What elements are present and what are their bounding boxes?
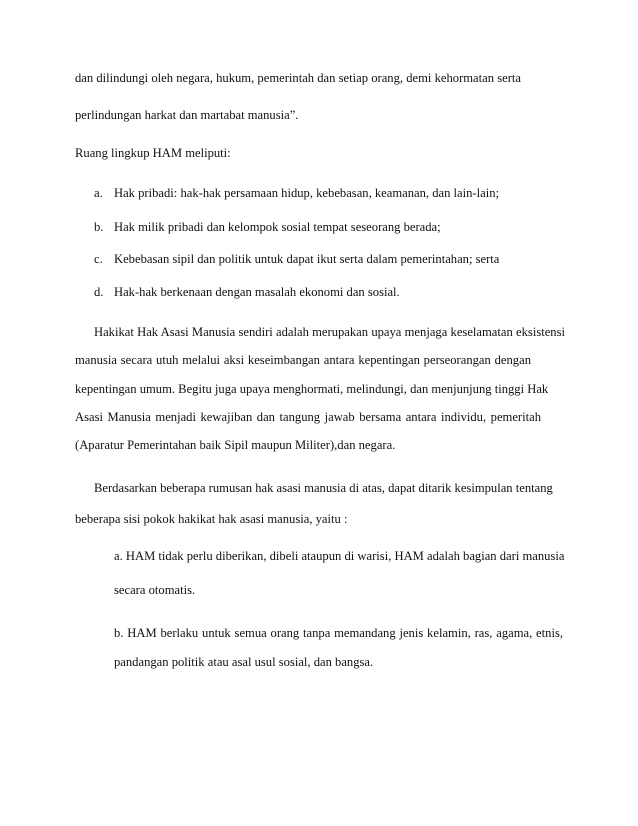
conclusion-line: b. HAM berlaku untuk semua orang tanpa memandang jenis kelamin, ras, agama, etnis, [114, 626, 563, 640]
conclusion-line: secara otomatis. [114, 583, 196, 597]
paragraph-line: Berdasarkan beberapa rumusan hak asasi manusia di atas, dapat ditarik kesimpulan tentang [94, 481, 553, 495]
list-marker: d. [94, 285, 104, 299]
list-item-text: Hak milik pribadi dan kelompok sosial tempat seseorang berada; [114, 220, 441, 234]
list-marker: c. [94, 252, 103, 266]
list-marker: a. [94, 186, 103, 200]
list-item-text: Kebebasan sipil dan politik untuk dapat ikut serta dalam pemerintahan; serta [114, 252, 500, 266]
list-item-text: Hak pribadi: hak-hak persamaan hidup, kebebasan, keamanan, dan lain-lain; [114, 186, 500, 200]
paragraph-line: manusia secara utuh melalui aksi keseimbangan antara kepentingan perseorangan dengan [75, 353, 531, 367]
paragraph-line: (Aparatur Pemerintahan baik Sipil maupun Militer),dan negara. [75, 438, 396, 452]
intro-line-2: perlindungan harkat dan martabat manusia”. [75, 108, 299, 122]
paragraph-line: Asasi Manusia menjadi kewajiban dan tangung jawab bersama antara individu, pemeritah [75, 410, 541, 424]
list-item-text: Hak-hak berkenaan dengan masalah ekonomi dan sosial. [114, 285, 400, 299]
list-marker: b. [94, 220, 104, 234]
intro-line-1: dan dilindungi oleh negara, hukum, pemerintah dan setiap orang, demi kehormatan serta [75, 71, 521, 85]
scope-heading: Ruang lingkup HAM meliputi: [75, 146, 231, 160]
paragraph-line: kepentingan umum. Begitu juga upaya menghormati, melindungi, dan menjunjung tinggi Hak [75, 382, 549, 396]
conclusion-line: a. HAM tidak perlu diberikan, dibeli ataupun di warisi, HAM adalah bagian dari manusia [114, 549, 565, 563]
conclusion-line: pandangan politik atau asal usul sosial, dan bangsa. [114, 655, 374, 669]
paragraph-line: beberapa sisi pokok hakikat hak asasi manusia, yaitu : [75, 512, 348, 526]
paragraph-line: Hakikat Hak Asasi Manusia sendiri adalah merupakan upaya menjaga keselamatan eksistensi [94, 325, 565, 339]
